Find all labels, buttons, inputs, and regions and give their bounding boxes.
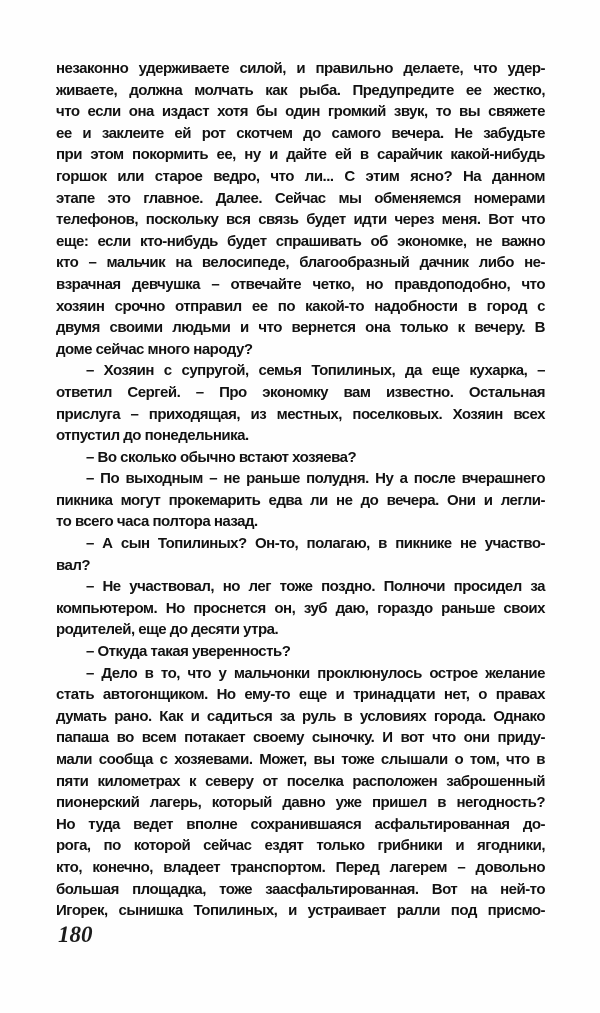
text-line: ее и заклеите ей рот скотчем до самого вечера. Не забудьте — [56, 124, 545, 142]
text-line: – Дело в то, что у мальчонки проклюнулось острое желание — [86, 664, 545, 682]
text-line: пионерский лагерь, который давно уже пришел в негодность? — [56, 794, 545, 812]
text-line: пикника могут прокемарить едва ли не до вечера. Они и легли- — [56, 491, 545, 509]
text-line: – По выходным – не раньше полудня. Ну а после вчерашнего — [86, 470, 545, 488]
text-line: пяти километрах к северу от поселка расположен заброшенный — [56, 772, 545, 790]
text-line: при этом покормить ее, ну и дайте ей в сарайчик какой-нибудь — [56, 146, 545, 164]
text-line: что если она издаст хотя бы один громкий звук, то вы свяжете — [56, 103, 545, 121]
page-text — [56, 58, 545, 922]
text-line: отпустил до понедельника. — [56, 427, 249, 445]
paragraph — [56, 58, 545, 360]
text-line: думать рано. Как и садиться за руль в условиях города. Однако — [56, 707, 545, 725]
paragraph — [56, 447, 545, 469]
text-line: родителей, еще до десяти утра. — [56, 621, 279, 639]
text-line: мали сообща с хозяевами. Может, вы тоже слышали о том, что в — [56, 751, 545, 768]
text-line: кто – мальчик на велосипеде, благообразный дачник либо не- — [56, 254, 545, 272]
text-line: Но туда ведет вполне сохранившаяся асфальтированная до- — [56, 815, 545, 833]
paragraph — [56, 360, 545, 446]
text-line: доме сейчас много народу? — [56, 340, 253, 358]
text-line: незаконно удерживаете силой, и правильно делаете, что удер- — [56, 60, 545, 77]
text-line: – Хозяин с супругой, семья Топилиных, да еще кухарка, – — [86, 362, 545, 380]
text-line: стать автогонщиком. Но ему-то еще и тринадцати нет, о правах — [56, 686, 545, 704]
paragraph — [56, 663, 545, 922]
text-line: взрачная девчушка – отвечайте четко, но правдоподобно, что — [56, 275, 545, 293]
text-line: еще: если кто-нибудь будет спрашивать об экономке, не важно — [56, 232, 545, 250]
paragraph — [56, 468, 545, 533]
text-line: то всего часа полтора назад. — [56, 513, 258, 531]
text-line: горшок или старое ведро, что ли... С этим ясно? На данном — [56, 167, 545, 185]
paragraph — [56, 641, 545, 663]
text-line: прислуга – приходящая, из местных, поселковых. Хозяин всех — [56, 405, 545, 423]
text-line: рога, по которой сейчас ездят только грибники и ягодники, — [56, 837, 545, 855]
text-line: ответил Сергей. – Про экономку вам известно. Остальная — [56, 383, 545, 401]
text-line: телефонов, поскольку вся связь будет идти через меня. Вот что — [56, 211, 545, 229]
text-line: вал? — [56, 556, 91, 574]
text-line: кто, конечно, владеет транспортом. Перед лагерем – довольно — [56, 858, 545, 876]
text-line: этапе это главное. Далее. Сейчас мы обменяемся номерами — [56, 189, 545, 207]
text-line: – А сын Топилиных? Он-то, полагаю, в пикнике не участво- — [86, 535, 545, 553]
text-line: двумя своими людьми и что вернется она только к вечеру. В — [56, 319, 545, 337]
text-line: Игорек, сынишка Топилиных, и устраивает ралли под присмо- — [56, 902, 545, 920]
paragraph — [56, 533, 545, 576]
paragraph — [56, 576, 545, 641]
text-line: большая площадка, тоже заасфальтированная. Вот на ней-то — [56, 880, 545, 898]
page-number: 180 — [58, 922, 93, 947]
text-line: компьютером. Но проснется он, зуб даю, гораздо раньше своих — [56, 599, 545, 617]
text-line: – Не участвовал, но лег тоже поздно. Полночи просидел за — [86, 578, 545, 596]
text-line: живаете, должна молчать как рыба. Предупредите ее жестко, — [56, 81, 545, 99]
text-line: – Откуда такая уверенность? — [86, 643, 291, 661]
text-line: – Во сколько обычно встают хозяева? — [86, 448, 357, 466]
text-line: папаша во всем потакает своему сыночку. И вот что они приду- — [56, 729, 545, 747]
text-line: хозяин срочно отправил ее по какой-то надобности в город с — [56, 297, 545, 315]
